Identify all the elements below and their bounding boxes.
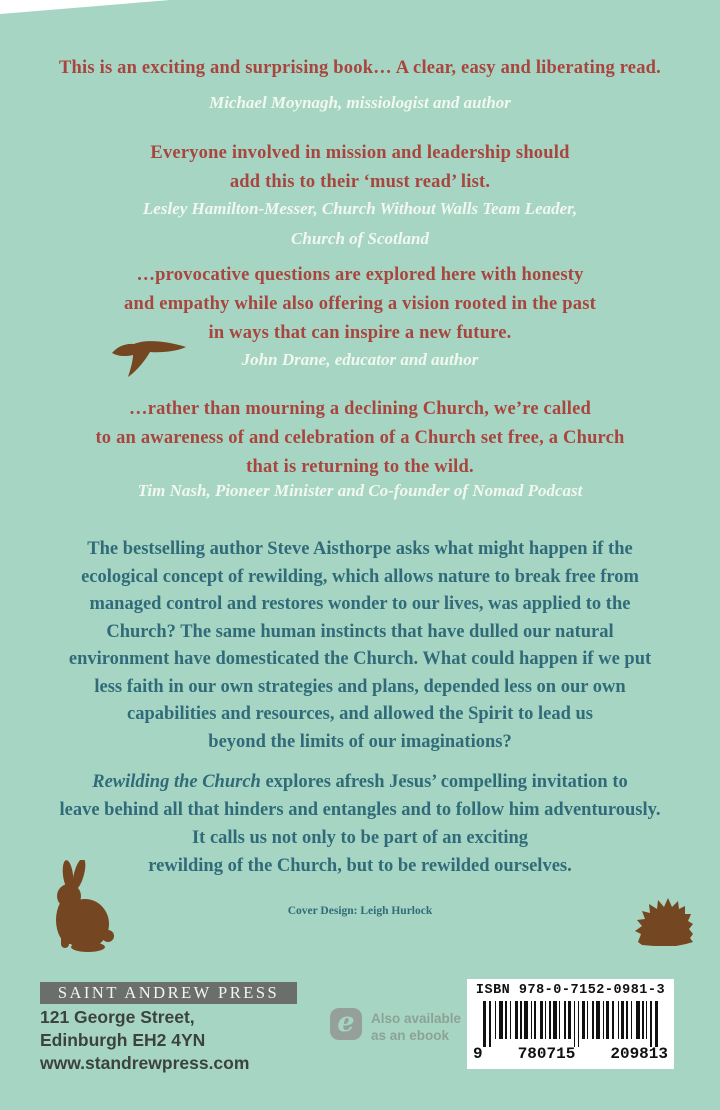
isbn-digit-group-right: 209813 — [610, 1045, 668, 1063]
text-line: to an awareness of and celebration of a Church set free, a Church — [95, 428, 625, 448]
barcode-bar — [549, 1001, 551, 1039]
barcode-bar — [655, 1001, 658, 1047]
barcode-bar — [642, 1001, 644, 1039]
cover-design-credit: Cover Design: Leigh Hurlock — [287, 905, 433, 917]
barcode-bar — [534, 1001, 536, 1039]
text-line: that is returning to the wild. — [246, 457, 474, 477]
barcode-bar — [524, 1001, 528, 1039]
text-line: capabilities and resources, and allowed the Spirit to lead us — [127, 704, 593, 724]
ebook-text-line-2: as an ebook — [371, 1028, 450, 1043]
text-line: ecological concept of rewilding, which allows nature to break free from — [81, 566, 639, 587]
barcode-bar — [646, 1001, 647, 1039]
barcode-bar — [626, 1001, 628, 1039]
barcode-bar — [559, 1001, 560, 1039]
ebook-text-line-1: Also available — [371, 1011, 462, 1026]
isbn-digit-group-mid: 780715 — [517, 1045, 576, 1063]
text-line: in ways that can inspire a new future. — [208, 323, 512, 343]
quote-4-text — [0, 395, 720, 482]
barcode-bar — [540, 1001, 543, 1039]
text-line: beyond the limits of our imaginations? — [208, 731, 512, 752]
barcode-bar — [564, 1001, 566, 1039]
barcode-bar — [495, 1001, 496, 1039]
text-line: rewilding of the Church, but to be rewilded ourselves. — [148, 856, 572, 876]
text-line: and empathy while also offering a vision rooted in the past — [124, 294, 596, 314]
barcode-bar — [510, 1001, 511, 1039]
barcode-bar — [553, 1001, 557, 1039]
text-line: leave behind all that hinders and entangles and to follow him adventurously. — [59, 800, 661, 820]
barcode-bar — [618, 1001, 619, 1039]
page-corner-artifact — [0, 0, 170, 14]
text-line: It calls us not only to be part of an exciting — [191, 828, 529, 848]
synopsis-line — [0, 768, 720, 796]
barcode-bar — [636, 1001, 640, 1039]
barcode-bar — [489, 1001, 491, 1047]
text-line: Church? The same human instincts that have dulled our natural — [106, 621, 614, 642]
isbn-digit-group-left: 9 — [473, 1045, 483, 1063]
barcode-bar — [483, 1001, 486, 1047]
publisher-address — [40, 1006, 249, 1075]
text-line: Lesley Hamilton-Messer, Church Without Walls Team Leader, — [142, 199, 578, 218]
barcode-bar — [505, 1001, 507, 1039]
barcode-bars — [483, 1001, 661, 1047]
synopsis-paragraph-1 — [0, 536, 720, 756]
barcode-bar — [606, 1001, 609, 1039]
text-line: Tim Nash, Pioneer Minister and Co-founder of Nomad Podcast — [137, 481, 583, 500]
barcode-bar — [582, 1001, 585, 1039]
text-line: …rather than mourning a declining Church, we’re called — [129, 399, 591, 419]
text-line: Michael Moynagh, missiologist and author — [209, 93, 511, 112]
publisher-website: www.standrewpress.com — [40, 1053, 250, 1073]
quote-2-text — [0, 139, 720, 197]
synopsis-line-rest: explores afresh Jesus’ compelling invitation to — [260, 772, 628, 792]
quote-1-text — [0, 54, 720, 83]
address-line-1: 121 George Street, — [40, 1007, 195, 1027]
quote-2-attribution — [0, 194, 720, 254]
isbn-label: ISBN 978-0-7152-0981-3 — [475, 983, 666, 998]
barcode-bar — [587, 1001, 588, 1039]
barcode-bar — [574, 1001, 575, 1047]
barcode-bar — [596, 1001, 600, 1039]
barcode-bar — [515, 1001, 518, 1039]
barcode-bar — [603, 1001, 604, 1039]
bird-icon — [108, 334, 190, 380]
barcode-bar — [545, 1001, 546, 1039]
quote-1-attribution — [0, 88, 720, 118]
publisher-name-bar: SAINT ANDREW PRESS — [40, 982, 297, 1004]
text-line: This is an exciting and surprising book… A clear, easy and liberating read. — [59, 58, 661, 78]
barcode-bar — [650, 1001, 652, 1047]
text-line: The bestselling author Steve Aisthorpe asks what might happen if the — [87, 539, 633, 559]
barcode-bar — [612, 1001, 614, 1039]
text-line: less faith in our own strategies and plans, depended less on our own — [94, 676, 626, 697]
isbn-barcode — [467, 979, 674, 1069]
barcode-bar — [631, 1001, 632, 1039]
barcode-bar — [520, 1001, 522, 1039]
address-line-2: Edinburgh EH2 4YN — [40, 1030, 206, 1050]
barcode-bar — [568, 1001, 571, 1039]
ebook-text — [371, 1008, 461, 1044]
text-line: Church of Scotland — [291, 229, 429, 248]
barcode-bar — [499, 1001, 503, 1039]
barcode-bar — [592, 1001, 594, 1039]
book-title-italic: Rewilding the Church — [92, 772, 261, 792]
text-line: …provocative questions are explored here with honesty — [136, 265, 584, 285]
barcode-bar — [531, 1001, 532, 1039]
ebook-icon: e — [330, 1008, 362, 1040]
quote-4-attribution — [0, 476, 720, 506]
text-line: managed control and restores wonder to our lives, was applied to the — [89, 594, 631, 614]
isbn-digits — [467, 1045, 674, 1063]
ebook-availability — [330, 1008, 461, 1044]
text-line: add this to their ‘must read’ list. — [229, 172, 491, 192]
barcode-bar — [578, 1001, 579, 1047]
text-line: Everyone involved in mission and leadership should — [150, 143, 570, 163]
text-line: environment have domesticated the Church. What could happen if we put — [68, 649, 652, 669]
barcode-bar — [621, 1001, 624, 1039]
text-line: John Drane, educator and author — [241, 350, 479, 369]
hedgehog-icon — [632, 892, 694, 948]
